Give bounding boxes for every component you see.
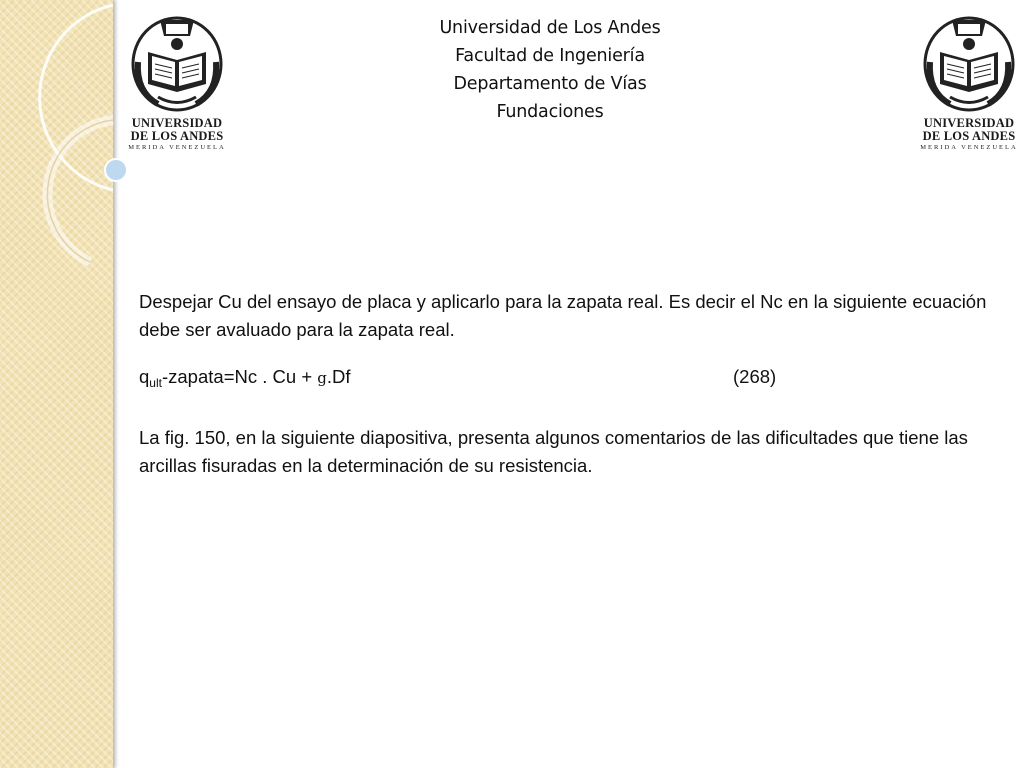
equation-number: (268): [733, 366, 777, 387]
paragraph-instructions: Despejar Cu del ensayo de placa y aplicarlo para la zapata real. Es decir el Nc en la siguiente ecuación debe ser avaluado para la zapata real.: [139, 291, 987, 340]
equation: [139, 366, 351, 390]
formula-end: .Df: [326, 366, 351, 387]
university-logo-right: [920, 12, 1018, 152]
header-university: Universidad de Los Andes: [439, 18, 661, 38]
logo-location: MERIDA VENEZUELA: [128, 144, 226, 151]
header-faculty: Facultad de Ingeniería: [455, 46, 645, 66]
header-course: Fundaciones: [496, 102, 604, 122]
logo-name-line2: DE LOS ANDES: [922, 129, 1016, 143]
logo-location: MERIDA VENEZUELA: [920, 144, 1018, 151]
university-seal-icon: [128, 12, 226, 112]
formula-subscript: ult: [149, 376, 162, 390]
paragraph-figure-reference: La fig. 150, en la siguiente diapositiva, presenta algunos comentarios de las dificultades que tiene las arcillas fisuradas en la determinación de su resistencia.: [139, 427, 968, 476]
logo-name-line1: UNIVERSIDAD: [923, 116, 1015, 130]
formula-gamma: g: [317, 369, 327, 387]
logo-name-line1: UNIVERSIDAD: [131, 116, 223, 130]
decorative-dot-icon: [105, 159, 127, 181]
formula-rest: -zapata=Nc . Cu +: [161, 366, 318, 387]
logo-name-line2: DE LOS ANDES: [130, 129, 224, 143]
formula-q: q: [139, 366, 150, 387]
university-logo-left: [128, 12, 226, 152]
header-department: Departamento de Vías: [453, 74, 647, 94]
slide-header: [340, 14, 760, 126]
university-seal-icon: [920, 12, 1018, 112]
